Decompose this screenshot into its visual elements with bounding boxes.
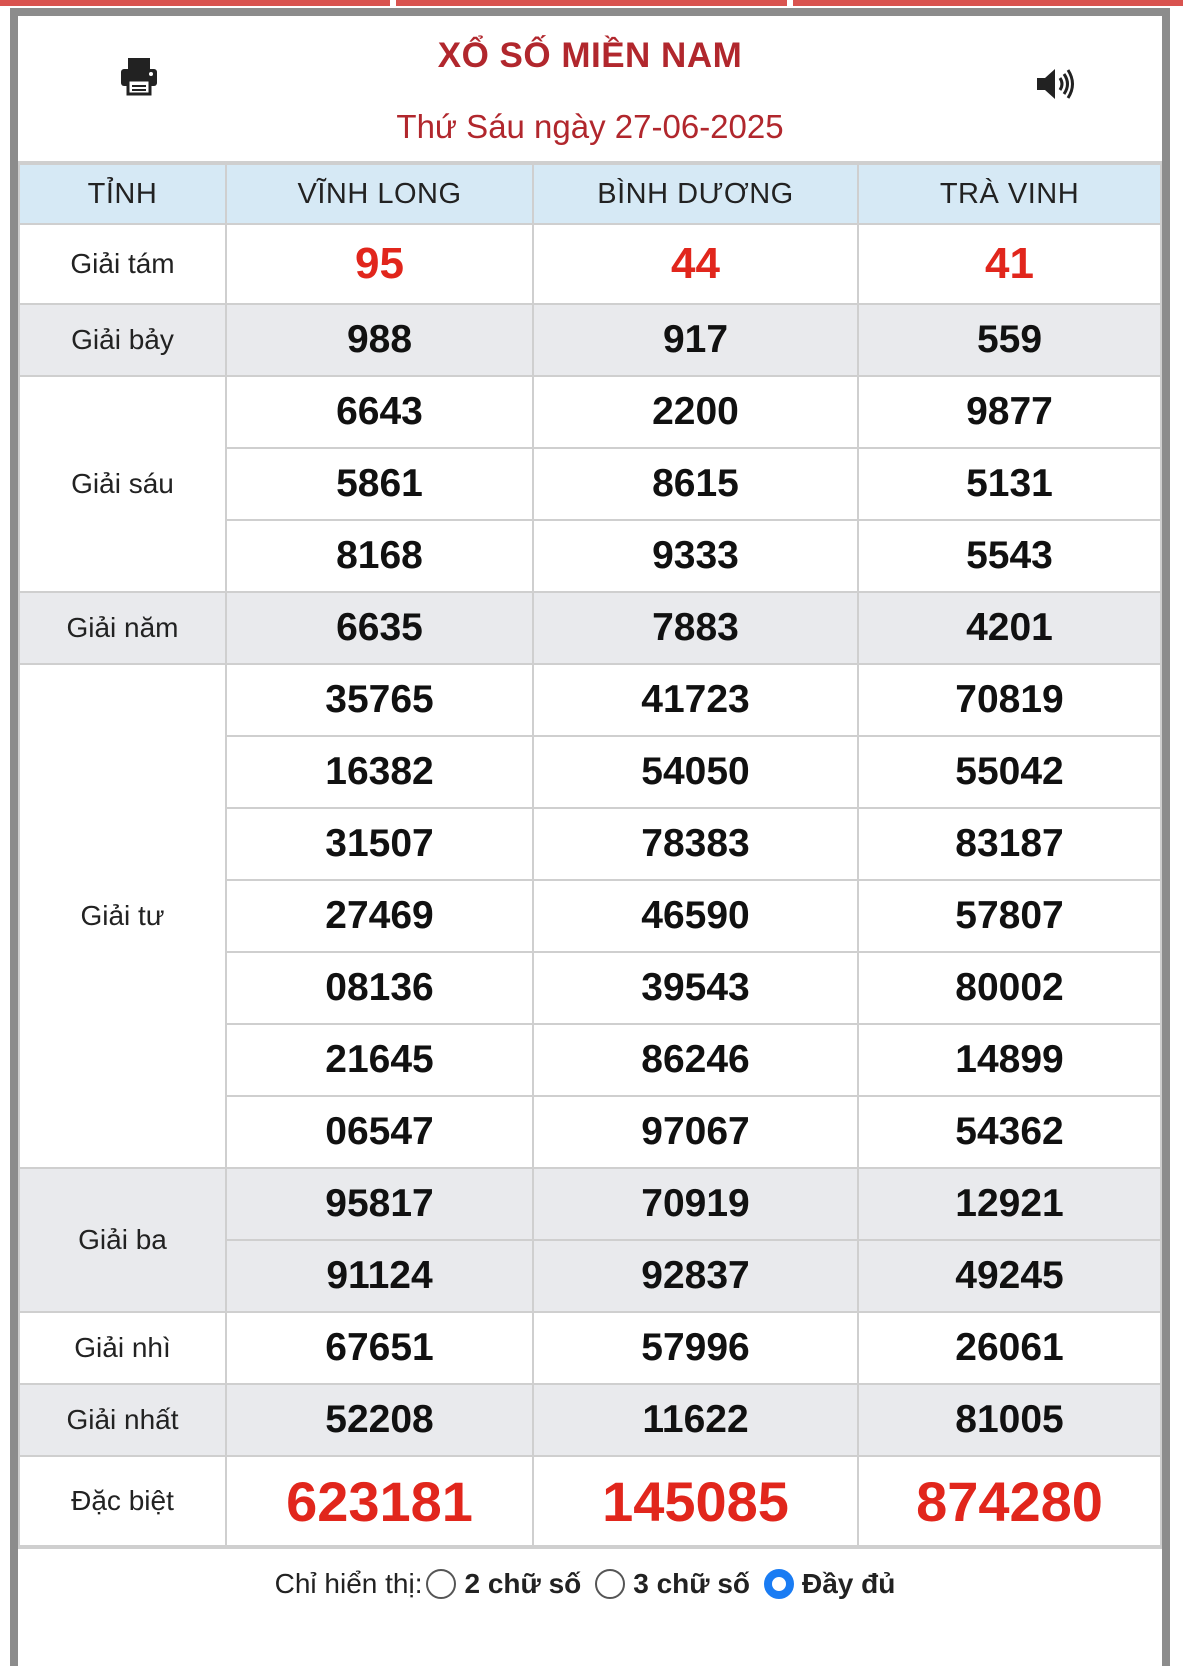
result-number: 21645 bbox=[226, 1024, 533, 1096]
result-number: 7883 bbox=[533, 592, 858, 664]
results-table bbox=[18, 163, 1162, 1547]
prize-label: Giải sáu bbox=[19, 376, 226, 592]
result-number: 06547 bbox=[226, 1096, 533, 1168]
radio-3-digits[interactable] bbox=[595, 1569, 625, 1599]
prize-label: Giải nhất bbox=[19, 1384, 226, 1456]
result-number: 917 bbox=[533, 304, 858, 376]
result-number: 16382 bbox=[226, 736, 533, 808]
prize-row-g1 bbox=[19, 1384, 1161, 1456]
result-number: 08136 bbox=[226, 952, 533, 1024]
result-number: 92837 bbox=[533, 1240, 858, 1312]
special-prize-number: 874280 bbox=[858, 1456, 1161, 1546]
result-number: 95 bbox=[226, 224, 533, 304]
result-number: 559 bbox=[858, 304, 1161, 376]
results-header bbox=[18, 16, 1162, 163]
result-number: 26061 bbox=[858, 1312, 1161, 1384]
result-number: 2200 bbox=[533, 376, 858, 448]
result-number: 5861 bbox=[226, 448, 533, 520]
table-header-row bbox=[19, 164, 1161, 224]
result-number: 41 bbox=[858, 224, 1161, 304]
result-number: 55042 bbox=[858, 736, 1161, 808]
result-number: 41723 bbox=[533, 664, 858, 736]
result-number: 57996 bbox=[533, 1312, 858, 1384]
prize-row-g8 bbox=[19, 224, 1161, 304]
result-number: 83187 bbox=[858, 808, 1161, 880]
option-3-digits-label: 3 chữ số bbox=[633, 1568, 751, 1599]
column-header-province-label: TỈNH bbox=[19, 164, 226, 224]
prize-row-g2 bbox=[19, 1312, 1161, 1384]
option-full-label: Đầy đủ bbox=[802, 1568, 896, 1599]
result-number: 86246 bbox=[533, 1024, 858, 1096]
result-number: 8168 bbox=[226, 520, 533, 592]
result-number: 5543 bbox=[858, 520, 1161, 592]
special-prize-number: 623181 bbox=[226, 1456, 533, 1546]
prize-row-g3 bbox=[19, 1168, 1161, 1240]
prize-label: Đặc biệt bbox=[19, 1456, 226, 1546]
result-number: 988 bbox=[226, 304, 533, 376]
result-number: 97067 bbox=[533, 1096, 858, 1168]
prize-row-g5 bbox=[19, 592, 1161, 664]
page-title: XỔ SỐ MIỀN NAM bbox=[437, 36, 743, 75]
result-number: 6643 bbox=[226, 376, 533, 448]
speaker-icon[interactable] bbox=[1034, 64, 1078, 104]
prize-label: Giải tám bbox=[19, 224, 226, 304]
result-number: 70919 bbox=[533, 1168, 858, 1240]
result-number: 8615 bbox=[533, 448, 858, 520]
column-header-vinh-long: VĨNH LONG bbox=[226, 164, 533, 224]
result-number: 35765 bbox=[226, 664, 533, 736]
prize-label: Giải bảy bbox=[19, 304, 226, 376]
result-number: 44 bbox=[533, 224, 858, 304]
result-number: 91124 bbox=[226, 1240, 533, 1312]
prize-row-g4 bbox=[19, 664, 1161, 736]
result-number: 70819 bbox=[858, 664, 1161, 736]
result-number: 14899 bbox=[858, 1024, 1161, 1096]
result-number: 81005 bbox=[858, 1384, 1161, 1456]
option-full[interactable] bbox=[764, 1568, 905, 1600]
radio-full[interactable] bbox=[764, 1569, 794, 1599]
column-header-tra-vinh: TRÀ VINH bbox=[858, 164, 1161, 224]
result-number: 49245 bbox=[858, 1240, 1161, 1312]
result-number: 95817 bbox=[226, 1168, 533, 1240]
result-number: 31507 bbox=[226, 808, 533, 880]
prize-label: Giải năm bbox=[19, 592, 226, 664]
result-number: 54050 bbox=[533, 736, 858, 808]
prize-label: Giải ba bbox=[19, 1168, 226, 1312]
result-number: 54362 bbox=[858, 1096, 1161, 1168]
top-tab-strip bbox=[0, 0, 1183, 6]
option-2-digits[interactable] bbox=[426, 1568, 591, 1600]
prize-label: Giải tư bbox=[19, 664, 226, 1168]
result-number: 11622 bbox=[533, 1384, 858, 1456]
prize-row-g6 bbox=[19, 376, 1161, 448]
result-number: 12921 bbox=[858, 1168, 1161, 1240]
result-number: 9333 bbox=[533, 520, 858, 592]
result-number: 6635 bbox=[226, 592, 533, 664]
display-filter-label: Chỉ hiển thị: bbox=[274, 1568, 423, 1599]
option-2-digits-label: 2 chữ số bbox=[464, 1568, 582, 1599]
result-number: 5131 bbox=[858, 448, 1161, 520]
result-number: 57807 bbox=[858, 880, 1161, 952]
display-filter bbox=[18, 1547, 1162, 1619]
result-number: 27469 bbox=[226, 880, 533, 952]
radio-2-digits[interactable] bbox=[426, 1569, 456, 1599]
result-number: 52208 bbox=[226, 1384, 533, 1456]
prize-label: Giải nhì bbox=[19, 1312, 226, 1384]
result-number: 78383 bbox=[533, 808, 858, 880]
prize-row-special bbox=[19, 1456, 1161, 1546]
results-frame bbox=[10, 8, 1170, 1666]
result-number: 67651 bbox=[226, 1312, 533, 1384]
special-prize-number: 145085 bbox=[533, 1456, 858, 1546]
result-number: 39543 bbox=[533, 952, 858, 1024]
result-number: 9877 bbox=[858, 376, 1161, 448]
result-number: 80002 bbox=[858, 952, 1161, 1024]
result-number: 46590 bbox=[533, 880, 858, 952]
column-header-binh-duong: BÌNH DƯƠNG bbox=[533, 164, 858, 224]
option-3-digits[interactable] bbox=[595, 1568, 760, 1600]
prize-row-g7 bbox=[19, 304, 1161, 376]
draw-date: Thứ Sáu ngày 27-06-2025 bbox=[396, 108, 784, 145]
result-number: 4201 bbox=[858, 592, 1161, 664]
